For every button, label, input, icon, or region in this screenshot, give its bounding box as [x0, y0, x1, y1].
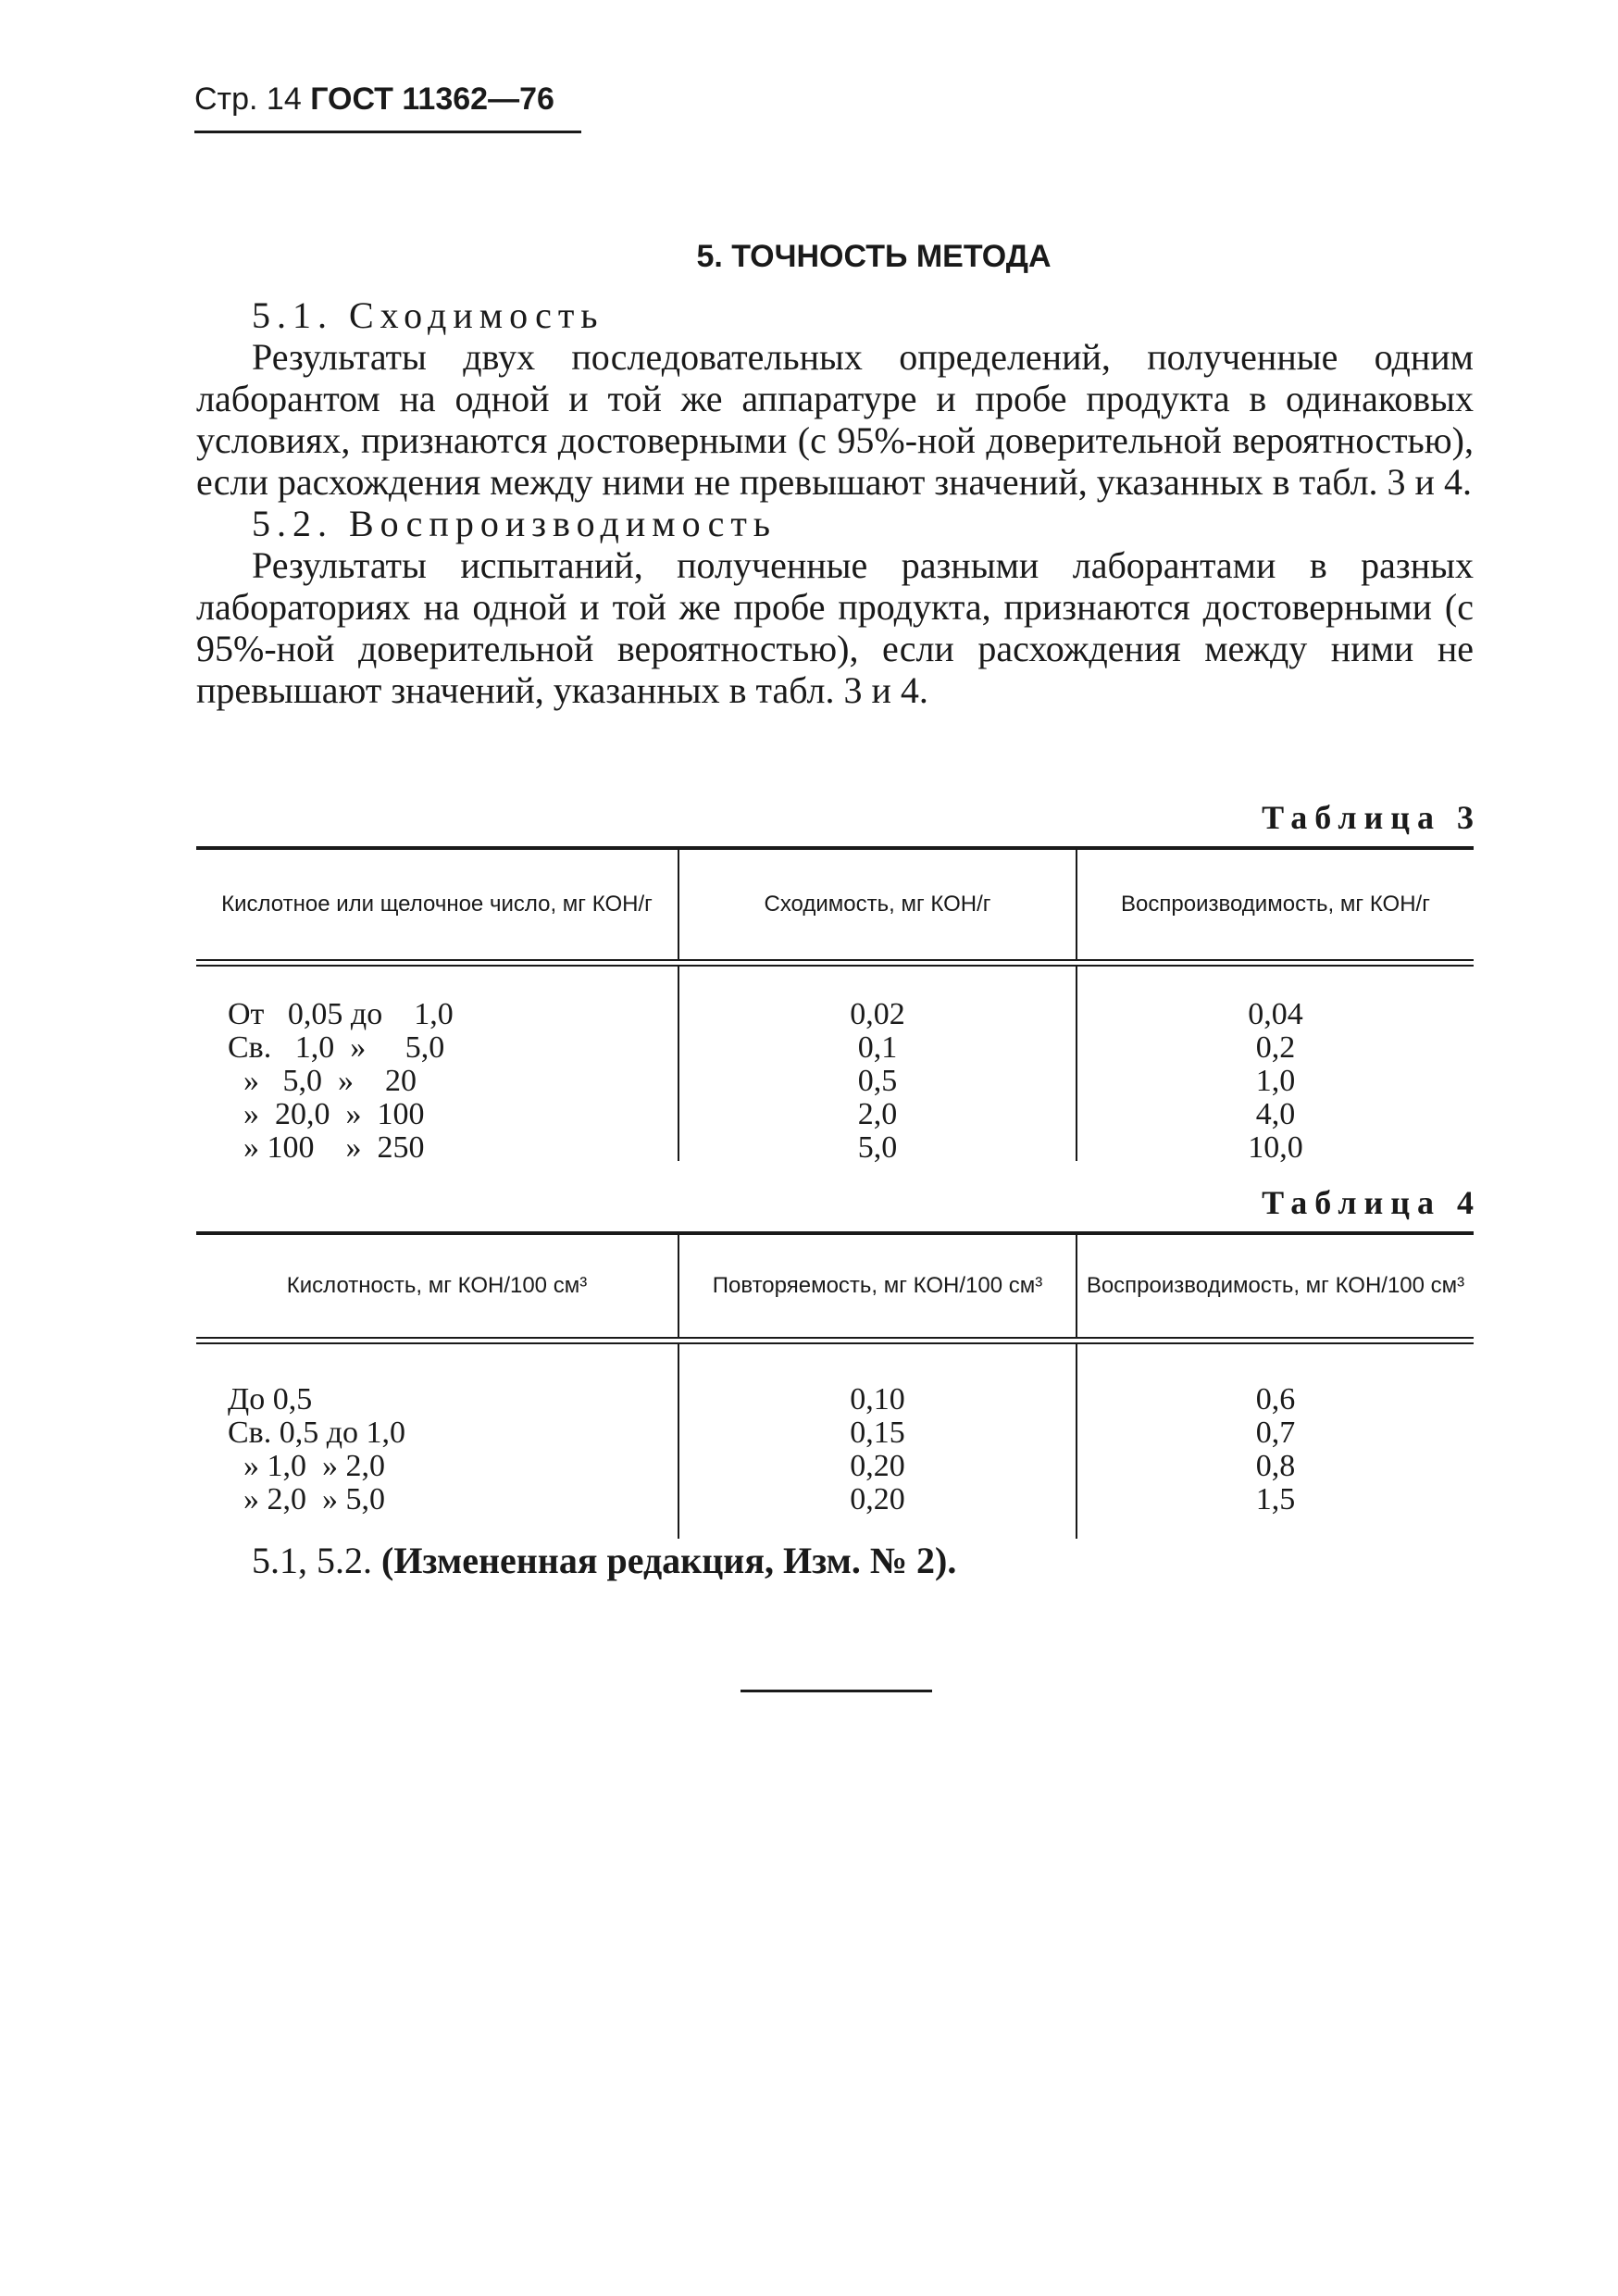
table4-row4-repeatability: 0,20	[850, 1482, 905, 1516]
table3-row1-range: От 0,05 до 1,0	[228, 997, 454, 1031]
footer-divider	[741, 1690, 932, 1692]
table4-row2-reproducibility: 0,7	[1255, 1416, 1296, 1450]
table3-caption: Таблица 3	[1262, 799, 1481, 836]
table3-row4-reproducibility: 4,0	[1255, 1097, 1296, 1131]
table4-row4-range: » 2,0 » 5,0	[228, 1482, 385, 1516]
table3-header-col1: Кислотное или щелочное число, мг КОН/г	[221, 892, 653, 917]
table3-body	[196, 967, 1474, 1165]
clause-5-1-text: Результаты двух последовательных определений, полученные одним лаборантом на одной и той же аппаратуре и пробе продукта в одинаковых условиях, признаются достоверными (с 95%-ной доверительной вероятностью), если расхождения между ними не превышают значений, указанных в табл. 3 и 4.	[196, 336, 1474, 503]
table4-row2-repeatability: 0,15	[850, 1416, 905, 1450]
table3-row5-reproducibility: 10,0	[1248, 1130, 1303, 1165]
table4-row4-reproducibility: 1,5	[1255, 1482, 1296, 1516]
table3-row5-repeatability: 5,0	[857, 1130, 898, 1165]
page-header	[194, 81, 581, 133]
table4-row1-repeatability: 0,10	[850, 1382, 905, 1416]
table3	[196, 846, 1474, 1165]
table4-row3-range: » 1,0 » 2,0	[228, 1449, 385, 1483]
clause-5-1-heading: 5.1. Сходимость	[252, 294, 604, 336]
amendment-text: (Измененная редакция, Изм. № 2).	[381, 1540, 957, 1581]
table3-header-col3: Воспроизводимость, мг КОН/г	[1076, 850, 1474, 959]
table3-row2-range: Св. 1,0 » 5,0	[228, 1030, 445, 1065]
table4-header-row	[196, 1235, 1474, 1337]
clause-5-2-heading: 5.2. Воспроизводимость	[252, 503, 778, 544]
table4-row2-range: Св. 0,5 до 1,0	[228, 1416, 406, 1450]
table3-row3-reproducibility: 1,0	[1255, 1064, 1296, 1098]
page-number: Стр. 14	[194, 81, 302, 117]
table3-header-row	[196, 850, 1474, 959]
table4-header-col1: Кислотность, мг КОН/100 см³	[286, 1273, 588, 1298]
table3-header-col2: Сходимость, мг КОН/г	[678, 850, 1076, 959]
table4	[196, 1231, 1474, 1539]
amendment-clauses: 5.1, 5.2.	[252, 1540, 372, 1581]
table4-row1-range: До 0,5	[228, 1382, 313, 1416]
table3-row3-range: » 5,0 » 20	[228, 1064, 417, 1098]
amendment-note	[252, 1539, 956, 1582]
section-title: 5. ТОЧНОСТЬ МЕТОДА	[696, 239, 1052, 274]
table3-row4-repeatability: 2,0	[857, 1097, 898, 1131]
clause-5-1	[196, 294, 1474, 711]
table4-row3-repeatability: 0,20	[850, 1449, 905, 1483]
table4-row1-reproducibility: 0,6	[1255, 1382, 1296, 1416]
table3-row1-repeatability: 0,02	[850, 997, 905, 1031]
table3-row3-repeatability: 0,5	[857, 1064, 898, 1098]
table4-body	[196, 1344, 1474, 1539]
clause-5-2-text: Результаты испытаний, полученные разными лаборантами в разных лабораториях на одной и той же пробе продукта, признаются достоверными (с 95%-ной доверительной вероятностью), если расхождения между ними не превышают значений, указанных в табл. 3 и 4.	[196, 544, 1474, 711]
table4-caption: Таблица 4	[1262, 1184, 1481, 1221]
table3-row1-reproducibility: 0,04	[1248, 997, 1303, 1031]
table3-row4-range: » 20,0 » 100	[228, 1097, 425, 1131]
table4-header-col2: Повторяемость, мг КОН/100 см³	[678, 1235, 1076, 1337]
table3-row2-reproducibility: 0,2	[1255, 1030, 1296, 1065]
standard-number: ГОСТ 11362—76	[310, 81, 554, 117]
table4-header-col3: Воспроизводимость, мг КОН/100 см³	[1076, 1235, 1474, 1337]
table3-row2-repeatability: 0,1	[857, 1030, 898, 1065]
table4-row3-reproducibility: 0,8	[1255, 1449, 1296, 1483]
table3-row5-range: » 100 » 250	[228, 1130, 425, 1165]
